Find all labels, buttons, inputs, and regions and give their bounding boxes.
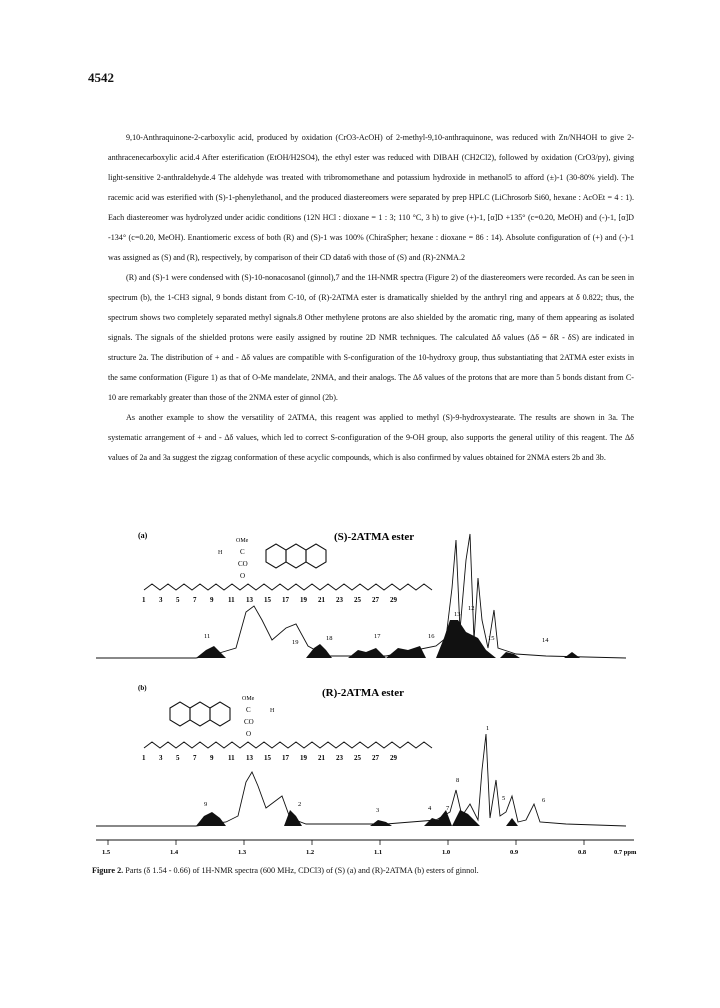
chain-number: 25 [354, 596, 361, 604]
figure-nmr-spectra [86, 520, 646, 865]
peak-label: 2 [298, 801, 302, 808]
o-label-a: O [240, 572, 246, 580]
chain-number: 9 [210, 596, 214, 604]
chain-number: 13 [246, 754, 253, 762]
peak-label: 6 [542, 797, 546, 804]
co-label-a: CO [238, 560, 248, 568]
c-label-a: C [240, 548, 245, 556]
ppm-axis-ticks [108, 840, 584, 845]
chain-number: 19 [300, 754, 307, 762]
peak-label: 18 [326, 635, 333, 642]
c-label-b: C [246, 706, 251, 714]
chain-number: 27 [372, 754, 379, 762]
h-label-b: H [270, 708, 275, 714]
chain-number: 19 [300, 596, 307, 604]
ppm-tick-label: 0.7 ppm [614, 849, 637, 856]
alkyl-chain-a [144, 584, 432, 590]
ppm-tick-label: 1.5 [102, 849, 111, 856]
chain-number: 25 [354, 754, 361, 762]
ppm-tick-label: 0.9 [510, 849, 519, 856]
ome-label-a: OMe [236, 538, 249, 544]
o-label-b: O [246, 730, 252, 738]
peak-label: 7 [446, 805, 450, 812]
chain-number: 5 [176, 754, 180, 762]
chain-number: 29 [390, 596, 397, 604]
chain-number: 27 [372, 596, 379, 604]
ppm-axis-labels [102, 849, 637, 856]
chain-numbers-b [142, 754, 398, 762]
figure-caption [92, 866, 652, 875]
chain-number: 9 [210, 754, 214, 762]
chain-numbers-a [142, 596, 398, 604]
alkyl-chain-b [144, 742, 432, 748]
paragraph-hydroxystearate: As another example to show the versatility of 2ATMA, this reagent was applied to methyl (S)-9-hydroxystearate. The results are shown in 3a. The systematic arrangement of + and - Δδ values, which led to correct S-configuration of the 9-OH group, also supports the general utility of this reagent. The Δδ values of 2a and 3a suggest the zigzag conformation of these acyclic compounds, which is also confirmed by values obtained for 2NMA esters 2b and 3b. [108, 413, 634, 462]
chain-number: 15 [264, 596, 271, 604]
panel-a-label: (a) [138, 531, 148, 540]
ppm-tick-label: 0.8 [578, 849, 587, 856]
chain-number: 7 [193, 596, 197, 604]
panel-a-title: (S)-2ATMA ester [334, 531, 415, 543]
paragraph-synthesis: 9,10-Anthraquinone-2-carboxylic acid, produced by oxidation (CrO3-AcOH) of 2-methyl-9,10-anthraquinone, was reduced with Zn/NH4OH to give 2-anthracenecarboxylic acid.4 After esterification (EtOH/H2SO4), the ethyl ester was reduced with DIBAH (CH2Cl2), followed by oxidation (CrO3/py), giving light-sensitive 2-anthraldehyde.4 The aldehyde was treated with tribromomethane and potassium hydroxide in methanol5 to afford (±)-1 (30-80% yield). The racemic acid was esterified with (S)-1-phenylethanol, and the produced diastereomers were separated by prep HPLC (LiChrosorb Si60, hexane : AcOEt = 4 : 1). Each diastereomer was hydrolyzed under acidic conditions (12N HCl : dioxane = 1 : 3; 110 °C, 3 h) to give (+)-1, [α]D +135° (c=0.20, MeOH) and (-)-1, [α]D -134° (c=0.20, MeOH). Enantiomeric excess of both (R) and (S)-1 was 100% (ChiraSpher; hexane : dioxane = 86 : 14). Absolute configuration of (+) and (-)-1 was assigned as (S) and (R), respectively, by comparison of their CD data6 with those of (S) and (R)-2NMA.2 [108, 133, 634, 262]
peak-label: 15 [488, 635, 495, 642]
chain-number: 17 [282, 754, 289, 762]
ppm-tick-label: 1.4 [170, 849, 179, 856]
peak-label: 9 [204, 801, 208, 808]
chain-number: 11 [228, 754, 235, 762]
chain-number: 21 [318, 754, 325, 762]
peak-label: 19 [292, 639, 299, 646]
peak-label: 1 [486, 725, 490, 732]
anthracene-structure-icon-b [170, 702, 230, 726]
ppm-tick-label: 1.3 [238, 849, 247, 856]
h-label-a: H [218, 550, 223, 556]
peak-label: 11 [204, 633, 211, 640]
chain-number: 13 [246, 596, 253, 604]
chain-number: 1 [142, 754, 146, 762]
peak-label: 16 [428, 633, 435, 640]
peak-label: 17 [374, 633, 381, 640]
chain-number: 7 [193, 754, 197, 762]
chain-number: 3 [159, 754, 163, 762]
peak-label: 13 [454, 611, 461, 618]
caption-label: Figure 2. [92, 866, 124, 875]
chain-number: 17 [282, 596, 289, 604]
co-label-b: CO [244, 718, 254, 726]
ome-label-b: OMe [242, 696, 255, 702]
chain-number: 3 [159, 596, 163, 604]
body-text [108, 128, 634, 468]
peak-label: 12 [468, 605, 475, 612]
chain-number: 1 [142, 596, 146, 604]
chain-number: 15 [264, 754, 271, 762]
page-number: 4542 [88, 70, 114, 85]
panel-b-label: (b) [138, 684, 147, 692]
peak-label: 4 [428, 805, 432, 812]
nmr-spectra-svg [86, 520, 646, 865]
shaded-peaks-a [196, 620, 580, 658]
peak-label: 3 [376, 807, 380, 814]
peak-label: 14 [542, 637, 549, 644]
ppm-tick-label: 1.2 [306, 849, 315, 856]
chain-number: 11 [228, 596, 235, 604]
chain-number: 23 [336, 596, 343, 604]
anthracene-structure-icon-a [266, 544, 326, 568]
caption-text: Parts (δ 1.54 - 0.66) of 1H-NMR spectra (600 MHz, CDCl3) of (S) (a) and (R)-2ATMA (b) esters of ginnol. [125, 866, 479, 875]
chain-number: 21 [318, 596, 325, 604]
panel-b-title: (R)-2ATMA ester [322, 687, 404, 699]
paragraph-ginnol: (R) and (S)-1 were condensed with (S)-10-nonacosanol (ginnol),7 and the 1H-NMR spectra (Figure 2) of the diastereomers were recorded. As can be seen in spectrum (b), the 1-CH3 signal, 9 bonds distant from C-10, of (R)-2ATMA ester is dramatically shielded by the anthryl ring and appears at δ 0.822; thus, the spectrum shows two completely separated methyl signals.8 Other methylene protons are also shielded by the aromatic ring, many of them appearing as isolated signals. The signals of the shielded protons were easily assigned by routine 2D NMR techniques. The calculated Δδ values (Δδ = δR - δS) are indicated in structure 2a. The distribution of + and - Δδ values are compatible with S-configuration of the 10-hydroxy group, thus substantiating that 2ATMA ester exists in the same conformation (Figure 1) as that of O-Me mandelate, 2NMA, and their analogs. The Δδ values of the protons that are more than 5 bonds distant from C-10 are remarkably greater than those of the 2NMA ester of ginnol (2b). [108, 273, 634, 402]
chain-number: 23 [336, 754, 343, 762]
peak-labels-b [204, 725, 546, 814]
ppm-tick-label: 1.0 [442, 849, 451, 856]
chain-number: 5 [176, 596, 180, 604]
ppm-tick-label: 1.1 [374, 849, 383, 856]
peak-label: 8 [456, 777, 460, 784]
peak-label: 5 [502, 795, 506, 802]
chain-number: 29 [390, 754, 397, 762]
